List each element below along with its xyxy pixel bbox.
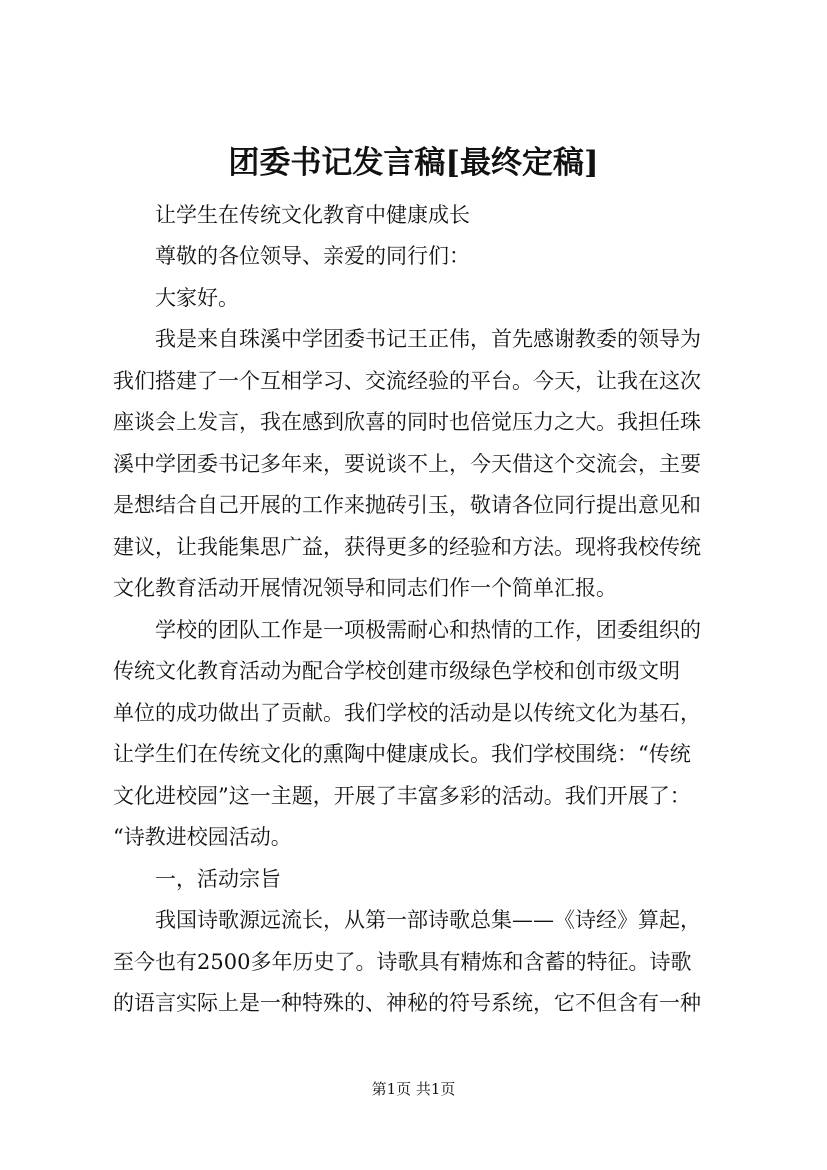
line-text: 尊敬的各位领导、亲爱的同行们： (155, 244, 470, 268)
line-text: 单位的成功做出了贡献。我们学校的活动是以传统文化为基石， (113, 701, 701, 725)
document-title: 团委书记发言稿[最终定稿] (228, 145, 599, 181)
line-text: 至今也有2500多年历史了。诗歌具有精炼和含蓄的特征。诗歌 (113, 950, 692, 974)
line-text: 文化进校园”这一主题，开展了丰富多彩的活动。我们开展了： (113, 784, 691, 808)
line-text: 座谈会上发言，我在感到欣喜的同时也倍觉压力之大。我担任珠 (113, 410, 701, 434)
line-text: 让学生们在传统文化的熏陶中健康成长。我们学校围绕：“传统 (113, 742, 691, 766)
line-text: “诗教进校园活动。 (113, 825, 292, 849)
line-text: 是想结合自己开展的工作来抛砖引玉，敬请各位同行提出意见和 (113, 493, 701, 517)
page-footer: 第1页 共1页 (371, 1080, 456, 1098)
line-text: 我是来自珠溪中学团委书记王正伟，首先感谢教委的领导为 (155, 327, 701, 351)
line-text: 溪中学团委书记多年来，要说谈不上，今天借这个交流会，主要 (113, 452, 701, 476)
line-text: 建议，让我能集思广益，获得更多的经验和方法。现将我校传统 (113, 535, 701, 559)
line-text: 大家好。 (155, 286, 239, 310)
line-text: 让学生在传统文化教育中健康成长 (155, 203, 470, 227)
line-text: 我们搭建了一个互相学习、交流经验的平台。今天，让我在这次 (113, 369, 701, 393)
line-text: 的语言实际上是一种特殊的、神秘的符号系统，它不但含有一种 (113, 991, 701, 1015)
line-text: 一，活动宗旨 (155, 867, 281, 891)
line-text: 我国诗歌源远流长，从第一部诗歌总集——《诗经》算起， (155, 908, 701, 932)
line-text: 传统文化教育活动为配合学校创建市级绿色学校和创市级文明 (113, 659, 680, 683)
line-text: 文化教育活动开展情况领导和同志们作一个简单汇报。 (113, 576, 617, 600)
line-text: 学校的团队工作是一项极需耐心和热情的工作，团委组织的 (155, 618, 701, 642)
